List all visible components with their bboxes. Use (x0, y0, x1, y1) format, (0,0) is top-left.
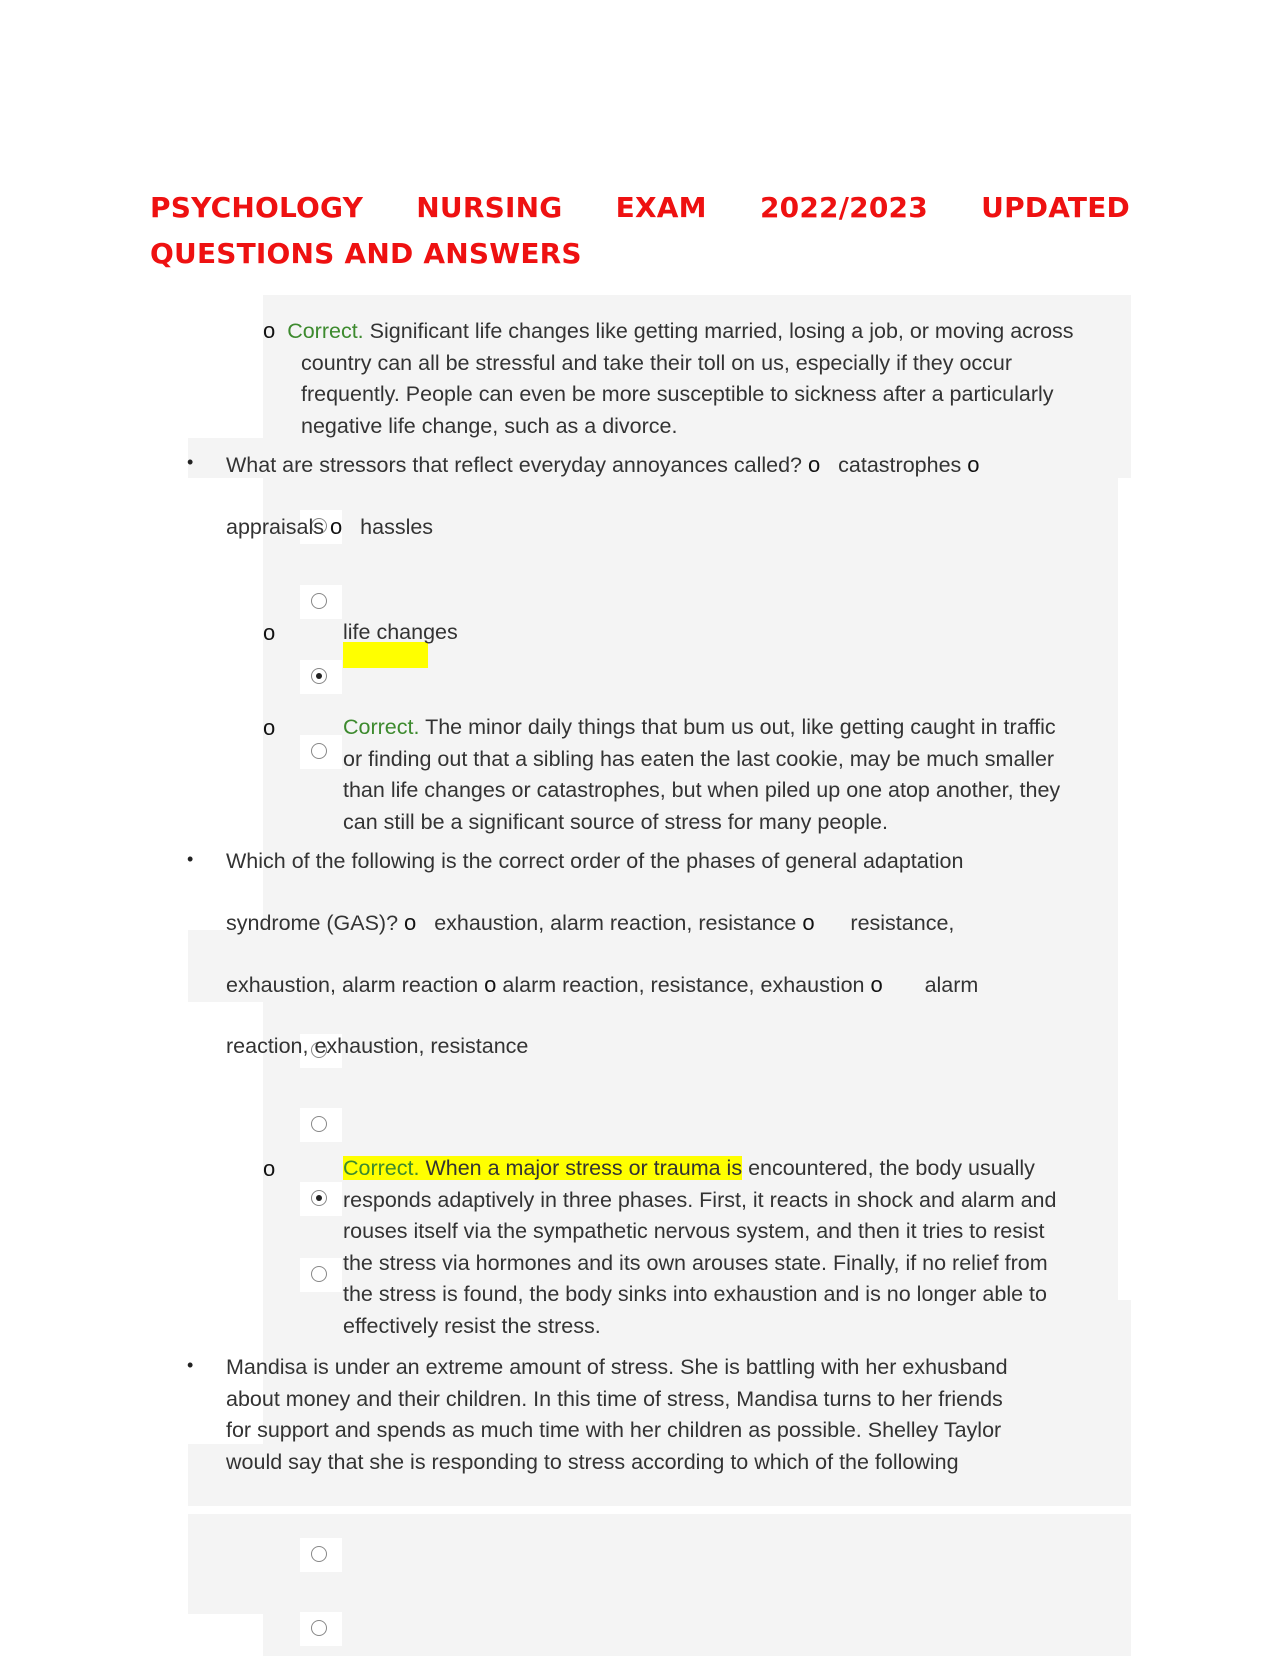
question-q4-line4: would say that she is responding to stress according to which of the following (226, 1449, 959, 1474)
question-q4-line3: for support and spends as much time with her children as possible. Shelley Taylor (226, 1418, 1002, 1443)
feedback-q3-line6: effectively resist the stress. (343, 1313, 601, 1338)
question-q4-line2: about money and their children. In this time of stress, Mandisa turns to her friends (226, 1386, 1003, 1411)
list-marker: o (808, 452, 821, 477)
radio-option-q4-a[interactable] (300, 1538, 342, 1572)
radio-option-q2-d[interactable] (300, 735, 342, 769)
list-marker: o (263, 620, 276, 645)
feedback-q1-line3: frequently. People can even be more susceptible to sickness after a particularly (301, 382, 1054, 407)
list-marker: o (263, 1156, 276, 1181)
question-q2-options-line2 (226, 511, 433, 544)
page-title: PSYCHOLOGY NURSING EXAM 2022/2023 UPDATED QUESTIONS AND ANSWERS (150, 191, 1130, 270)
option-text: resistance, (850, 911, 955, 935)
question-q2 (226, 449, 980, 482)
background-shade-9 (263, 1614, 1131, 1656)
option-text: life changes (343, 620, 458, 644)
feedback-text: Significant life changes like getting married, losing a job, or moving across (369, 319, 1074, 343)
list-marker: o (967, 452, 980, 477)
feedback-q2 (343, 712, 1060, 838)
option-text: exhaustion, alarm reaction (226, 973, 479, 997)
feedback-q2-line3: than life changes or catastrophes, but when piled up one atop another, they (343, 778, 1061, 803)
list-marker: o (329, 514, 343, 539)
feedback-q1-line1 (263, 315, 1074, 348)
option-text: apprais (226, 515, 297, 539)
list-marker: o (870, 972, 883, 997)
bullet: • (187, 452, 194, 472)
question-q4-line1: Mandisa is under an extreme amount of stress. She is battling with her exhusband (226, 1355, 1008, 1379)
radio-option-q3-d[interactable] (300, 1258, 342, 1292)
question-q3-line3 (226, 969, 978, 1002)
option-text: , exhaustion, resistance (302, 1034, 529, 1058)
bullet: • (187, 1355, 194, 1375)
radio-option-q3-b[interactable] (300, 1108, 342, 1142)
correct-label: Correct. (287, 319, 364, 343)
feedback-q1 (263, 315, 1074, 442)
list-marker: o (263, 318, 276, 343)
option-text: alarm reaction, resistance, exhaustion (502, 973, 865, 997)
feedback-q2-line1 (343, 712, 1060, 744)
feedback-q1-line2: country can all be stressful and take their toll on us, especially if they occur (301, 350, 1013, 375)
list-marker: o (484, 972, 497, 997)
feedback-text: The minor daily things that bum us out, like getting caught in traffic (425, 715, 1056, 739)
list-marker: o (263, 715, 276, 740)
option-text: reaction (226, 1034, 303, 1058)
feedback-q1-line4: negative life change, such as a divorce. (301, 413, 678, 438)
option-text: exhaustion, alarm reaction, resistance (434, 911, 797, 935)
correct-label: Correct. (343, 1156, 420, 1180)
question-text: syndrome (GAS)? (226, 911, 399, 935)
feedback-q3-line4: the stress via hormones and its own arouses state. Finally, if no relief from (343, 1250, 1048, 1275)
question-q3-line1: Which of the following is the correct order of the phases of general adaptation (226, 849, 964, 873)
option-text: als (296, 515, 324, 539)
feedback-q3-line2: responds adaptively in three phases. First, it reacts in shock and alarm and (343, 1187, 1057, 1212)
feedback-highlighted-text: When a major stress or trauma is (425, 1156, 743, 1180)
bullet: • (187, 849, 194, 869)
option-text: alarm (924, 973, 979, 997)
radio-option-q2-c-selected[interactable] (300, 660, 342, 694)
option-text: hassles (360, 515, 434, 539)
list-marker: o (404, 910, 417, 935)
feedback-q2-line2: or finding out that a sibling has eaten the last cookie, may be much smaller (343, 746, 1055, 771)
feedback-q3 (343, 1153, 1056, 1343)
question-q3-line2 (226, 907, 954, 940)
question-q4 (226, 1352, 1008, 1478)
option-text: catastrophes (838, 453, 962, 477)
list-marker: o (802, 910, 815, 935)
radio-option-q3-c-selected[interactable] (300, 1182, 342, 1216)
feedback-q2-line4: can still be a significant source of stress for many people. (343, 809, 888, 834)
feedback-q3-line5: the stress is found, the body sinks into exhaustion and is no longer able to (343, 1282, 1047, 1307)
radio-option-q2-b[interactable] (300, 585, 342, 619)
question-q3-line4 (226, 1031, 528, 1063)
feedback-q3-line3: rouses itself via the sympathetic nervous system, and then it tries to resist (343, 1219, 1045, 1244)
question-text: What are stressors that reflect everyday annoyances called? (226, 453, 803, 477)
correct-label: Correct. (343, 715, 420, 739)
feedback-q3-line1 (343, 1153, 1056, 1185)
feedback-text: encountered, the body usually (748, 1156, 1035, 1180)
radio-option-q4-b[interactable] (300, 1612, 342, 1646)
